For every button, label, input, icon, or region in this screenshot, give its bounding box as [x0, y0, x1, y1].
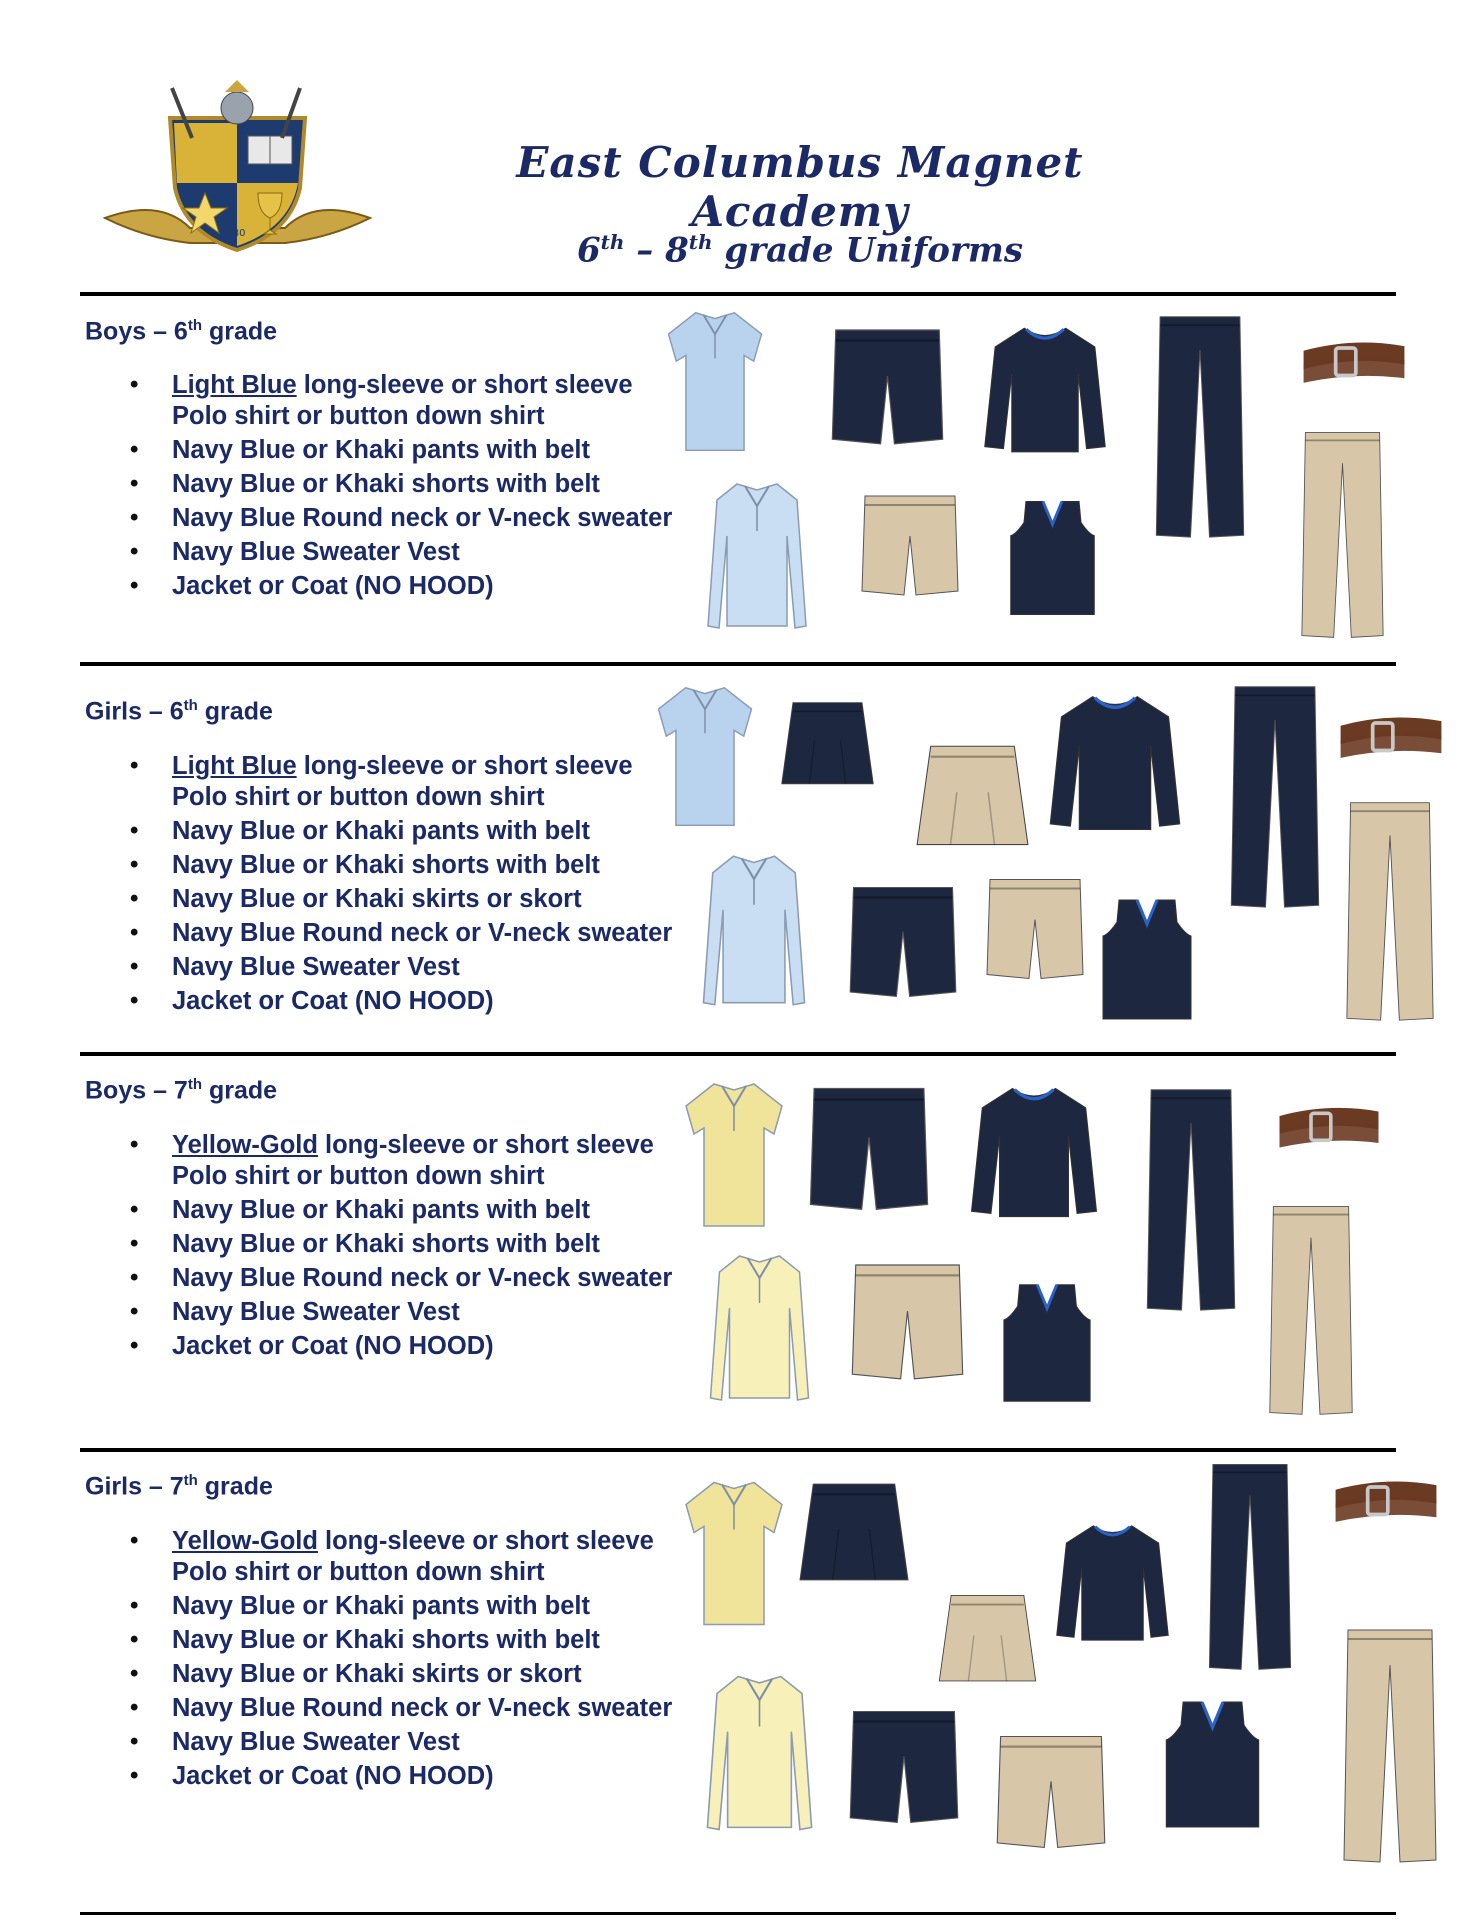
list-item: • Jacket or Coat (NO HOOD) — [130, 1329, 720, 1363]
crest-year: 1880 — [220, 228, 246, 239]
list-item: • Navy Blue or Khaki shorts with belt — [130, 467, 720, 501]
navy-sweater-image — [1045, 690, 1185, 835]
navy-sweater-image — [1050, 1520, 1175, 1645]
section-heading: Boys – 7th grade — [85, 1076, 278, 1105]
navy-sweater-image — [965, 1082, 1103, 1222]
section-divider — [80, 662, 1396, 666]
list-item: • Navy Blue Round neck or V-neck sweater — [130, 1691, 720, 1725]
list-item: • Navy Blue or Khaki pants with belt — [130, 1193, 720, 1227]
list-item: • Navy Blue Sweater Vest — [130, 1295, 720, 1329]
navy-shorts-image — [808, 1082, 930, 1217]
section-divider — [80, 292, 1396, 296]
list-item: • Navy Blue Round neck or V-neck sweater — [130, 501, 720, 535]
yellow-gold-polo-long-sleeve-image — [697, 1248, 822, 1408]
list-item: • Jacket or Coat (NO HOOD) — [130, 1759, 720, 1793]
list-item: • Navy Blue or Khaki pants with belt — [130, 433, 720, 467]
navy-skirt-image — [798, 1478, 910, 1590]
navy-sweater-image — [980, 322, 1110, 457]
navy-sweater-vest-image — [1097, 888, 1197, 1030]
brown-belt-image — [1298, 337, 1410, 392]
khaki-pants-image — [1262, 1202, 1360, 1417]
khaki-skirt-image — [910, 740, 1035, 855]
section-divider — [80, 1912, 1396, 1915]
navy-pants-image — [1205, 1460, 1295, 1672]
list-item: • Navy Blue Sweater Vest — [130, 950, 720, 984]
yellow-gold-polo-short-sleeve-image — [684, 1076, 784, 1236]
list-item: • Jacket or Coat (NO HOOD) — [130, 569, 720, 603]
list-item: • Navy Blue Sweater Vest — [130, 1725, 720, 1759]
navy-pants-image — [1145, 312, 1255, 540]
navy-shorts-image — [830, 320, 945, 455]
list-item: • Navy Blue Round neck or V-neck sweater — [130, 1261, 720, 1295]
list-item: • Navy Blue or Khaki shorts with belt — [130, 848, 720, 882]
list-item-continuation: Polo shirt or button down shirt — [172, 1162, 545, 1190]
list-item: • Light Blue long-sleeve or short sleeve — [130, 368, 720, 402]
brown-belt-image — [1335, 712, 1447, 767]
page-title: East Columbus Magnet Academy — [516, 138, 1084, 236]
list-item: • Navy Blue Sweater Vest — [130, 535, 720, 569]
uniform-list — [130, 1524, 720, 1793]
list-item: • Light Blue long-sleeve or short sleeve — [130, 749, 720, 783]
list-item: • Navy Blue or Khaki shorts with belt — [130, 1227, 720, 1261]
list-item: • Navy Blue or Khaki pants with belt — [130, 1589, 720, 1623]
yellow-gold-polo-long-sleeve-image — [697, 1668, 822, 1838]
khaki-shorts-image — [985, 872, 1085, 987]
khaki-shorts-image — [860, 486, 960, 606]
khaki-skirt-image — [930, 1590, 1045, 1690]
list-item: • Navy Blue or Khaki pants with belt — [130, 814, 720, 848]
light-blue-polo-short-sleeve-image — [665, 305, 765, 460]
khaki-pants-image — [1340, 1625, 1440, 1865]
yellow-gold-polo-short-sleeve-image — [684, 1472, 784, 1637]
navy-shorts-image — [848, 1700, 960, 1835]
navy-shorts-image — [848, 880, 958, 1005]
uniform-list — [130, 749, 720, 1018]
list-item: • Navy Blue or Khaki skirts or skort — [130, 882, 720, 916]
list-item: • Yellow-Gold long-sleeve or short sleeve — [130, 1128, 720, 1162]
list-item-continuation: Polo shirt or button down shirt — [172, 783, 545, 811]
khaki-shorts-image — [850, 1250, 965, 1395]
light-blue-polo-long-sleeve-image — [697, 476, 817, 636]
navy-pants-image — [1225, 682, 1325, 910]
navy-sweater-vest-image — [1160, 1690, 1265, 1838]
navy-skirt-image — [780, 695, 875, 795]
uniform-list — [130, 368, 720, 603]
khaki-pants-image — [1295, 428, 1390, 640]
khaki-pants-image — [1340, 798, 1440, 1023]
navy-sweater-vest-image — [998, 1270, 1096, 1415]
section-heading: Boys – 6th grade — [85, 317, 278, 346]
school-crest-logo — [100, 78, 375, 258]
page-subtitle: 6th – 8th grade Uniforms — [577, 230, 1023, 271]
brown-belt-image — [1330, 1476, 1442, 1531]
list-item: • Jacket or Coat (NO HOOD) — [130, 984, 720, 1018]
list-item: • Navy Blue or Khaki skirts or skort — [130, 1657, 720, 1691]
list-item: • Navy Blue Round neck or V-neck sweater — [130, 916, 720, 950]
list-item-continuation: Polo shirt or button down shirt — [172, 402, 545, 430]
uniform-list — [130, 1128, 720, 1363]
navy-pants-image — [1135, 1085, 1247, 1313]
section-heading: Girls – 6th grade — [85, 697, 273, 726]
list-item: • Navy Blue or Khaki shorts with belt — [130, 1623, 720, 1657]
list-item-continuation: Polo shirt or button down shirt — [172, 1558, 545, 1586]
section-divider — [80, 1448, 1396, 1452]
brown-belt-image — [1275, 1102, 1383, 1157]
list-item: • Yellow-Gold long-sleeve or short sleeve — [130, 1524, 720, 1558]
navy-sweater-vest-image — [1005, 490, 1100, 625]
khaki-shorts-image — [995, 1730, 1107, 1855]
section-divider — [80, 1052, 1396, 1056]
light-blue-polo-long-sleeve-image — [694, 848, 814, 1013]
light-blue-polo-short-sleeve-image — [655, 680, 755, 835]
section-heading: Girls – 7th grade — [85, 1472, 273, 1501]
